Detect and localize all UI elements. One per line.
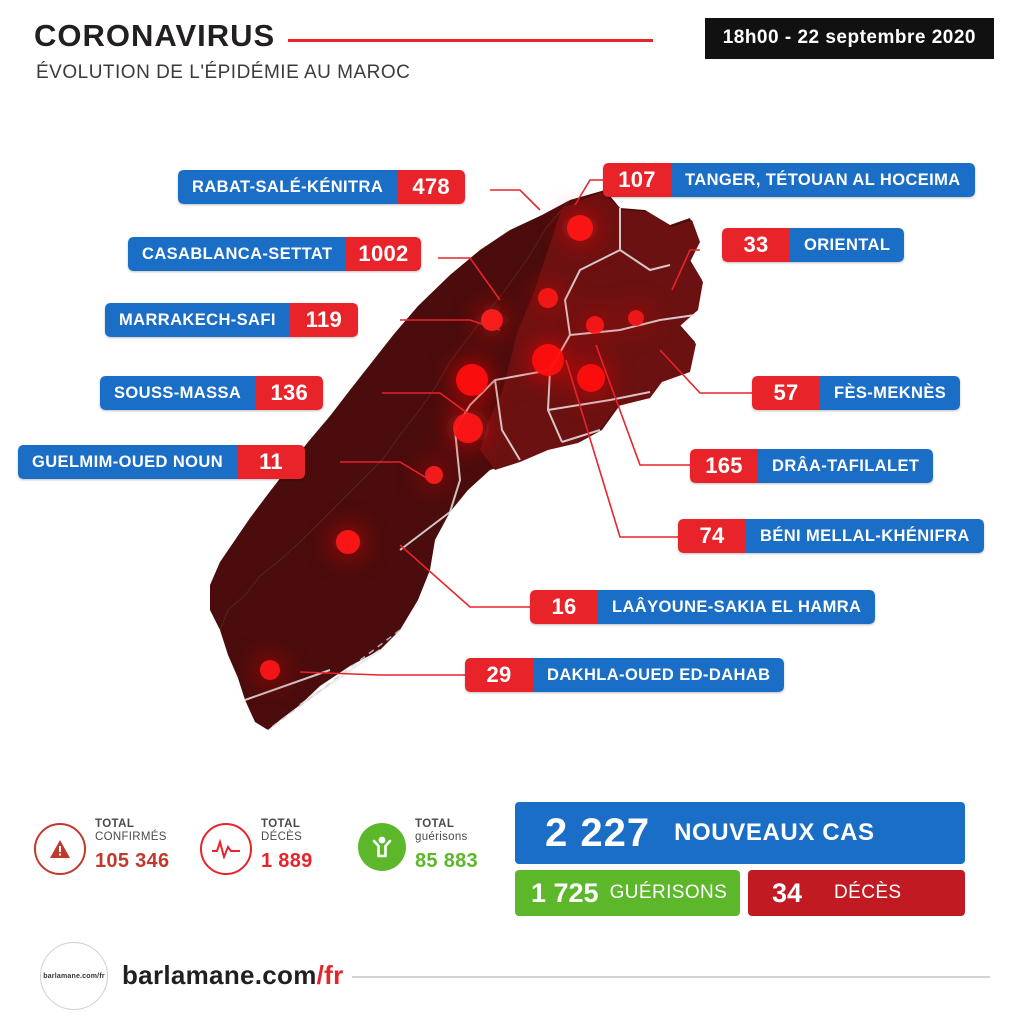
region-label-souss-massa[interactable] <box>100 376 323 410</box>
stat-label-top: TOTAL <box>95 818 135 830</box>
title-rule <box>288 39 653 42</box>
region-value: 107 <box>603 163 671 197</box>
region-label-guelmim-oued-noun[interactable] <box>18 445 305 479</box>
stat-value: 105 346 <box>95 850 170 872</box>
region-label-marrakech-safi[interactable] <box>105 303 358 337</box>
stat-value: 85 883 <box>415 850 478 872</box>
region-name: RABAT-SALÉ-KÉNITRA <box>178 170 397 204</box>
banner-new-cases <box>515 802 965 864</box>
deaths-label: DÉCÈS <box>834 882 902 903</box>
stat-total-deaths <box>200 818 313 875</box>
region-name: MARRAKECH-SAFI <box>105 303 290 337</box>
region-value: 1002 <box>346 237 420 271</box>
region-name: DRÂA-TAFILALET <box>758 449 933 483</box>
stat-total-confirmed <box>34 818 169 875</box>
region-value: 29 <box>465 658 533 692</box>
stat-label-bottom: CONFIRMÉS <box>95 831 167 843</box>
stat-label-top: TOTAL <box>415 818 455 830</box>
footer <box>0 930 1024 1024</box>
region-name: GUELMIM-OUED NOUN <box>18 445 237 479</box>
morocco-map <box>150 130 750 750</box>
site-logo[interactable] <box>40 942 108 1010</box>
deaths-value: 34 <box>772 877 803 908</box>
region-label-tanger-tetouan-al-hoceima[interactable] <box>603 163 975 197</box>
footer-rule <box>352 976 990 978</box>
footer-site-suffix: /fr <box>316 960 344 990</box>
region-label-fes-meknes[interactable] <box>752 376 960 410</box>
heartbeat-icon <box>200 823 252 875</box>
region-value: 11 <box>237 445 305 479</box>
region-value: 119 <box>290 303 358 337</box>
warning-triangle-icon <box>34 823 86 875</box>
stat-label-top: TOTAL <box>261 818 301 830</box>
region-value: 136 <box>255 376 323 410</box>
region-name: CASABLANCA-SETTAT <box>128 237 346 271</box>
region-name: LAÂYOUNE-SAKIA EL HAMRA <box>598 590 875 624</box>
region-value: 478 <box>397 170 465 204</box>
footer-site-link[interactable] <box>122 960 344 991</box>
region-label-draa-tafilalet[interactable] <box>690 449 933 483</box>
recoveries-value: 1 725 <box>531 877 599 908</box>
region-value: 33 <box>722 228 790 262</box>
region-value: 57 <box>752 376 820 410</box>
site-logo-text: barlamane.com/fr <box>43 972 105 980</box>
region-name: SOUSS-MASSA <box>100 376 255 410</box>
region-name: FÈS-MEKNÈS <box>820 376 960 410</box>
person-raised-arms-icon <box>358 823 406 871</box>
region-label-dakhla-oued-ed-dahab[interactable] <box>465 658 784 692</box>
stat-label-bottom: DÉCÈS <box>261 831 303 843</box>
page-subtitle: ÉVOLUTION DE L'ÉPIDÉMIE AU MAROC <box>36 62 411 83</box>
stat-total-recoveries <box>358 818 478 873</box>
stat-value: 1 889 <box>261 850 313 872</box>
new-cases-value: 2 227 <box>545 810 651 855</box>
region-name: TANGER, TÉTOUAN AL HOCEIMA <box>671 163 975 197</box>
region-name: ORIENTAL <box>790 228 904 262</box>
region-value: 74 <box>678 519 746 553</box>
banner-new-recoveries <box>515 870 740 916</box>
new-cases-label: NOUVEAUX CAS <box>674 819 875 846</box>
recoveries-label: GUÉRISONS <box>609 882 728 903</box>
region-label-casablanca-settat[interactable] <box>128 237 421 271</box>
region-name: DAKHLA-OUED ED-DAHAB <box>533 658 784 692</box>
region-label-laayoune-sakia-el-hamra[interactable] <box>530 590 875 624</box>
region-label-beni-mellal-khenifra[interactable] <box>678 519 984 553</box>
header <box>0 0 1024 110</box>
footer-site-name: barlamane.com <box>122 960 317 990</box>
stat-label-bottom: guérisons <box>415 831 468 843</box>
totals-summary <box>28 808 498 913</box>
date-badge: 18h00 - 22 septembre 2020 <box>705 18 994 59</box>
page-title: CORONAVIRUS <box>34 18 276 53</box>
region-label-rabat-sale-kenitra[interactable] <box>178 170 465 204</box>
region-label-oriental[interactable] <box>722 228 904 262</box>
region-name: BÉNI MELLAL-KHÉNIFRA <box>746 519 984 553</box>
morocco-map-svg <box>150 130 750 750</box>
region-value: 16 <box>530 590 598 624</box>
banner-new-deaths <box>748 870 965 916</box>
region-value: 165 <box>690 449 758 483</box>
